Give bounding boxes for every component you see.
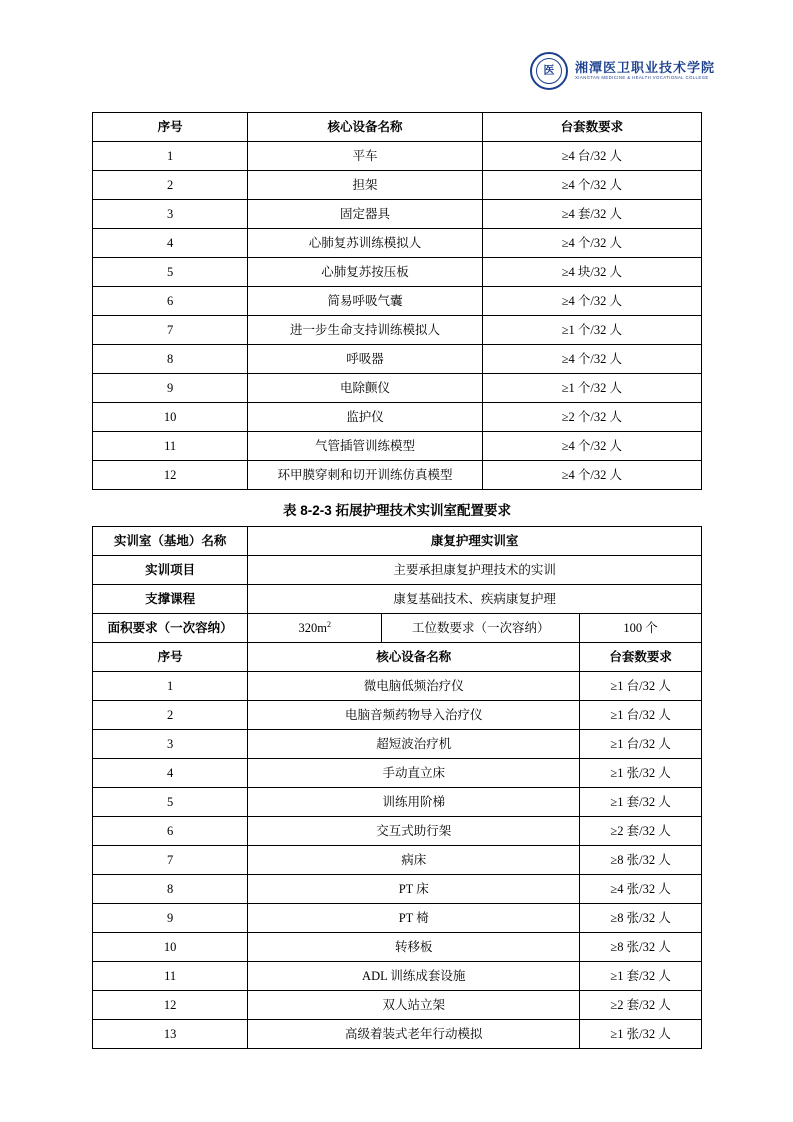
cell-index: 11 [93, 962, 248, 991]
cell-index: 13 [93, 1020, 248, 1049]
cell-quantity: ≥4 套/32 人 [482, 200, 701, 229]
logo-english-name: XIANGTAN MEDICINE & HEALTH VOCATIONAL COLLEGE [574, 75, 709, 80]
label-training-item: 实训项目 [93, 556, 248, 585]
cell-equipment: 微电脑低频治疗仪 [248, 672, 580, 701]
col-header-index: 序号 [93, 643, 248, 672]
cell-index: 3 [93, 730, 248, 759]
cell-equipment: 电除颤仪 [248, 374, 482, 403]
table-row [93, 461, 702, 490]
cell-quantity: ≥1 个/32 人 [482, 316, 701, 345]
cell-index: 5 [93, 788, 248, 817]
info-row-area [93, 614, 702, 643]
table-row [93, 287, 702, 316]
cell-equipment: 心肺复苏训练模拟人 [248, 229, 482, 258]
col-header-index: 序号 [93, 113, 248, 142]
cell-quantity: ≥4 个/32 人 [482, 345, 701, 374]
cell-index: 2 [93, 701, 248, 730]
table-row [93, 817, 702, 846]
cell-quantity: ≥4 块/32 人 [482, 258, 701, 287]
cell-quantity: ≥4 个/32 人 [482, 461, 701, 490]
table-row [93, 258, 702, 287]
cell-quantity: ≥4 个/32 人 [482, 432, 701, 461]
table-row [93, 759, 702, 788]
area-number: 320m [298, 621, 327, 636]
cell-quantity: ≥4 张/32 人 [580, 875, 702, 904]
cell-quantity: ≥1 套/32 人 [580, 788, 702, 817]
table-row [93, 991, 702, 1020]
table-row [93, 701, 702, 730]
value-training-item: 主要承担康复护理技术的实训 [248, 556, 702, 585]
value-supporting-course: 康复基础技术、疾病康复护理 [248, 585, 702, 614]
cell-equipment: 双人站立架 [248, 991, 580, 1020]
table-row [93, 1020, 702, 1049]
cell-index: 6 [93, 817, 248, 846]
cell-index: 5 [93, 258, 248, 287]
cell-equipment: 进一步生命支持训练模拟人 [248, 316, 482, 345]
table-row [93, 730, 702, 759]
area-unit-exponent: 2 [327, 619, 331, 629]
info-row-supporting-course [93, 585, 702, 614]
label-supporting-course: 支撑课程 [93, 585, 248, 614]
cell-equipment: 高级着装式老年行动模拟 [248, 1020, 580, 1049]
cell-equipment: ADL 训练成套设施 [248, 962, 580, 991]
cell-equipment: 监护仪 [248, 403, 482, 432]
cell-quantity: ≥4 个/32 人 [482, 171, 701, 200]
equipment-table-1 [92, 112, 702, 490]
cell-index: 8 [93, 345, 248, 374]
cell-index: 12 [93, 991, 248, 1020]
logo-chinese-name: 湘潭医卫职业技术学院 [574, 60, 715, 76]
table-row [93, 345, 702, 374]
cell-equipment: 呼吸器 [248, 345, 482, 374]
cell-index: 3 [93, 200, 248, 229]
equipment-table-2 [92, 526, 702, 1049]
cell-index: 12 [93, 461, 248, 490]
cell-equipment: 简易呼吸气囊 [248, 287, 482, 316]
value-area-requirement [248, 614, 382, 643]
cell-equipment: 超短波治疗机 [248, 730, 580, 759]
table-header-row [93, 113, 702, 142]
value-station-requirement: 100 个 [580, 614, 702, 643]
cell-equipment: 担架 [248, 171, 482, 200]
cell-equipment: 环甲膜穿刺和切开训练仿真模型 [248, 461, 482, 490]
cell-index: 2 [93, 171, 248, 200]
cell-quantity: ≥2 个/32 人 [482, 403, 701, 432]
logo-text-block [575, 61, 715, 81]
cell-quantity: ≥1 台/32 人 [580, 701, 702, 730]
cell-index: 6 [93, 287, 248, 316]
table-row [93, 933, 702, 962]
table-header-row [93, 643, 702, 672]
table-row [93, 788, 702, 817]
table-row [93, 142, 702, 171]
cell-quantity: ≥1 张/32 人 [580, 1020, 702, 1049]
cell-index: 4 [93, 229, 248, 258]
page-content [92, 112, 702, 1049]
cell-equipment: 转移板 [248, 933, 580, 962]
table-row [93, 171, 702, 200]
cell-quantity: ≥8 张/32 人 [580, 933, 702, 962]
cell-quantity: ≥1 台/32 人 [580, 672, 702, 701]
cell-index: 9 [93, 904, 248, 933]
cell-equipment: 病床 [248, 846, 580, 875]
table-row [93, 432, 702, 461]
cell-index: 7 [93, 316, 248, 345]
cell-index: 7 [93, 846, 248, 875]
cell-index: 9 [93, 374, 248, 403]
table-row [93, 403, 702, 432]
cell-index: 1 [93, 672, 248, 701]
table-caption: 表 8-2-3 拓展护理技术实训室配置要求 [282, 503, 512, 518]
cell-index: 1 [93, 142, 248, 171]
cell-index: 10 [93, 933, 248, 962]
cell-equipment: 平车 [248, 142, 482, 171]
table-row [93, 200, 702, 229]
cell-quantity: ≥2 套/32 人 [580, 817, 702, 846]
college-seal-icon [530, 52, 568, 90]
cell-equipment: PT 椅 [248, 904, 580, 933]
cell-index: 8 [93, 875, 248, 904]
label-station-requirement: 工位数要求（一次容纳） [382, 614, 580, 643]
cell-index: 10 [93, 403, 248, 432]
table-row [93, 962, 702, 991]
cell-quantity: ≥8 张/32 人 [580, 846, 702, 875]
cell-quantity: ≥4 个/32 人 [482, 229, 701, 258]
cell-equipment: 心肺复苏按压板 [248, 258, 482, 287]
seal-core-text: 医 [543, 64, 555, 77]
table-row [93, 846, 702, 875]
value-lab-name: 康复护理实训室 [248, 527, 702, 556]
cell-quantity: ≥4 台/32 人 [482, 142, 701, 171]
cell-equipment: 电脑音频药物导入治疗仪 [248, 701, 580, 730]
cell-quantity: ≥1 张/32 人 [580, 759, 702, 788]
col-header-equipment: 核心设备名称 [248, 643, 580, 672]
table-row [93, 672, 702, 701]
cell-equipment: 固定器具 [248, 200, 482, 229]
table-row [93, 316, 702, 345]
cell-equipment: PT 床 [248, 875, 580, 904]
cell-quantity: ≥1 台/32 人 [580, 730, 702, 759]
cell-equipment: 手动直立床 [248, 759, 580, 788]
cell-equipment: 训练用阶梯 [248, 788, 580, 817]
col-header-quantity: 台套数要求 [580, 643, 702, 672]
cell-quantity: ≥2 套/32 人 [580, 991, 702, 1020]
cell-index: 11 [93, 432, 248, 461]
info-row-lab-name [93, 527, 702, 556]
cell-index: 4 [93, 759, 248, 788]
table-row [93, 229, 702, 258]
table-row [93, 875, 702, 904]
col-header-quantity: 台套数要求 [482, 113, 701, 142]
col-header-equipment: 核心设备名称 [248, 113, 482, 142]
college-logo [530, 52, 715, 90]
label-area-requirement: 面积要求（一次容纳） [93, 614, 248, 643]
table-row [93, 374, 702, 403]
cell-quantity: ≥8 张/32 人 [580, 904, 702, 933]
table-row [93, 904, 702, 933]
cell-quantity: ≥1 个/32 人 [482, 374, 701, 403]
cell-equipment: 气管插管训练模型 [248, 432, 482, 461]
info-row-training-item [93, 556, 702, 585]
cell-quantity: ≥1 套/32 人 [580, 962, 702, 991]
cell-quantity: ≥4 个/32 人 [482, 287, 701, 316]
cell-equipment: 交互式助行架 [248, 817, 580, 846]
label-lab-name: 实训室（基地）名称 [93, 527, 248, 556]
